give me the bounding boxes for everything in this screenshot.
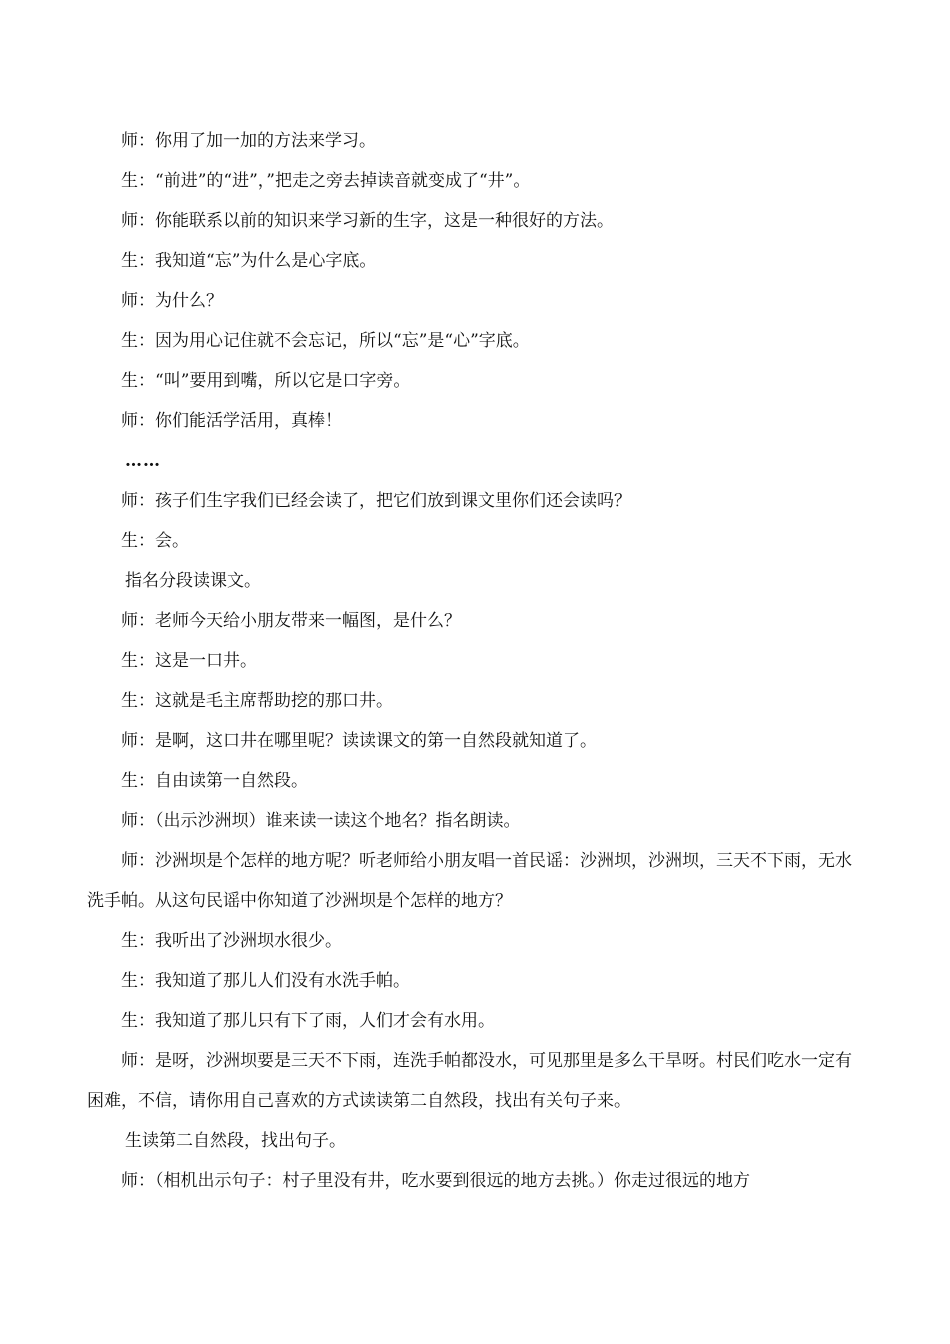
- paragraph-16: 师：是啊，这口井在哪里呢？读读课文的第一自然段就知道了。: [121, 731, 597, 751]
- paragraph-21: 生：我知道了那儿人们没有水洗手帕。: [121, 971, 410, 991]
- paragraph-12: 指名分段读课文。: [125, 571, 261, 591]
- paragraph-6: 生：因为用心记住就不会忘记，所以“忘”是“心”字底。: [121, 331, 530, 351]
- paragraph-10: 师：孩子们生字我们已经会读了，把它们放到课文里你们还会读吗？: [121, 491, 631, 511]
- paragraph-19: 师：沙洲坝是个怎样的地方呢？听老师给小朋友唱一首民谣：沙洲坝，沙洲坝，三天不下雨，无水洗手帕。从这句民谣中你知道了沙洲坝是个怎样的地方？: [87, 851, 852, 911]
- paragraph-7: 生：“叫”要用到嘴，所以它是口字旁。: [121, 371, 411, 391]
- paragraph-8: 师：你们能活学活用，真棒！: [121, 411, 342, 431]
- paragraph-25: 师：（相机出示句子：村子里没有井，吃水要到很远的地方去挑。）你走过很远的地方: [121, 1171, 750, 1191]
- paragraph-3: 师：你能联系以前的知识来学习新的生字，这是一种很好的方法。: [121, 211, 614, 231]
- paragraph-22: 生：我知道了那儿只有下了雨，人们才会有水用。: [121, 1011, 495, 1031]
- paragraph-17: 生：自由读第一自然段。: [121, 771, 308, 791]
- paragraph-24: 生读第二自然段，找出句子。: [125, 1131, 346, 1151]
- paragraph-2: 生：“前进”的“进”，”把走之旁去掉读音就变成了“井”。: [121, 171, 531, 191]
- paragraph-18: 师：（出示沙洲坝）谁来读一读这个地名？指名朗读。: [121, 811, 521, 831]
- paragraph-13: 师：老师今天给小朋友带来一幅图，是什么？: [121, 611, 461, 631]
- paragraph-4: 生：我知道“忘”为什么是心字底。: [121, 251, 377, 271]
- ellipsis-line: ……: [125, 451, 161, 471]
- paragraph-23: 师：是呀，沙洲坝要是三天不下雨，连洗手帕都没水，可见那里是多么干旱呀。村民们吃水一定有困难，不信，请你用自己喜欢的方式读读第二自然段，找出有关句子来。: [87, 1051, 852, 1111]
- paragraph-1: 师：你用了加一加的方法来学习。: [121, 131, 376, 151]
- paragraph-20: 生：我听出了沙洲坝水很少。: [121, 931, 342, 951]
- document-body: [87, 121, 867, 1201]
- paragraph-15: 生：这就是毛主席帮助挖的那口井。: [121, 691, 393, 711]
- paragraph-5: 师：为什么？: [121, 291, 223, 311]
- paragraph-14: 生：这是一口井。: [121, 651, 257, 671]
- paragraph-11: 生：会。: [121, 531, 189, 551]
